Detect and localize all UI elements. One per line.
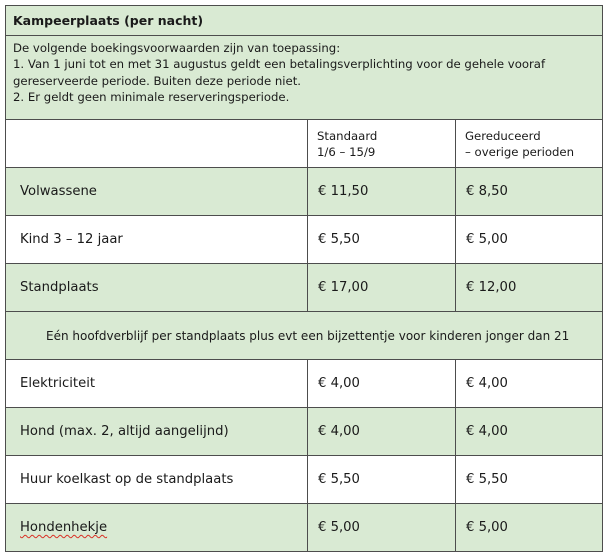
conditions-line: 2. Er geldt geen minimale reserveringsperiode. [13,89,290,104]
row-standard-price: € 5,00 [308,504,456,552]
row-reduced-price: € 4,00 [456,360,603,408]
row-label: Volwassene [6,168,308,216]
row-standard-price: € 4,00 [308,408,456,456]
header-standard-title: Standaard [317,128,378,143]
row-reduced-price: € 5,00 [456,216,603,264]
note-text: Eén hoofdverblijf per standplaats plus evt een bijzettentje voor kinderen jonger dan 21 [6,312,603,360]
table-row [6,216,603,264]
conditions-line: 1. Van 1 juni tot en met 31 augustus geldt een betalingsverplichting voor de gehele vooraf [13,57,546,72]
table-row [6,456,603,504]
table-row [6,504,603,552]
price-table-container [5,5,602,549]
row-reduced-price: € 4,00 [456,408,603,456]
row-reduced-price: € 8,50 [456,168,603,216]
header-reduced [456,120,603,168]
row-standard-price: € 5,50 [308,216,456,264]
row-label: Huur koelkast op de standplaats [6,456,308,504]
conditions-line: gereserveerde periode. Buiten deze periode niet. [13,73,302,88]
row-label [6,504,308,552]
table-row [6,168,603,216]
table-row [6,408,603,456]
price-table [5,5,603,552]
row-reduced-price: € 5,00 [456,504,603,552]
header-empty-cell [6,120,308,168]
row-reduced-price: € 5,50 [456,456,603,504]
table-title: Kampeerplaats (per nacht) [6,6,603,36]
booking-conditions [6,36,603,120]
header-reduced-dates: – overige perioden [465,144,575,159]
row-standard-price: € 11,50 [308,168,456,216]
note-row [6,312,603,360]
header-reduced-title: Gereduceerd [465,128,541,143]
table-row [6,264,603,312]
spellcheck-word[interactable]: Hondenhekje [20,520,108,535]
row-label: Standplaats [6,264,308,312]
row-label: Hond (max. 2, altijd aangelijnd) [6,408,308,456]
table-row [6,360,603,408]
row-standard-price: € 5,50 [308,456,456,504]
row-standard-price: € 17,00 [308,264,456,312]
row-label: Elektriciteit [6,360,308,408]
header-standard-dates: 1/6 – 15/9 [317,144,376,159]
conditions-line: De volgende boekingsvoorwaarden zijn van toepassing: [13,41,341,55]
header-standard [308,120,456,168]
row-label: Kind 3 – 12 jaar [6,216,308,264]
row-reduced-price: € 12,00 [456,264,603,312]
row-standard-price: € 4,00 [308,360,456,408]
